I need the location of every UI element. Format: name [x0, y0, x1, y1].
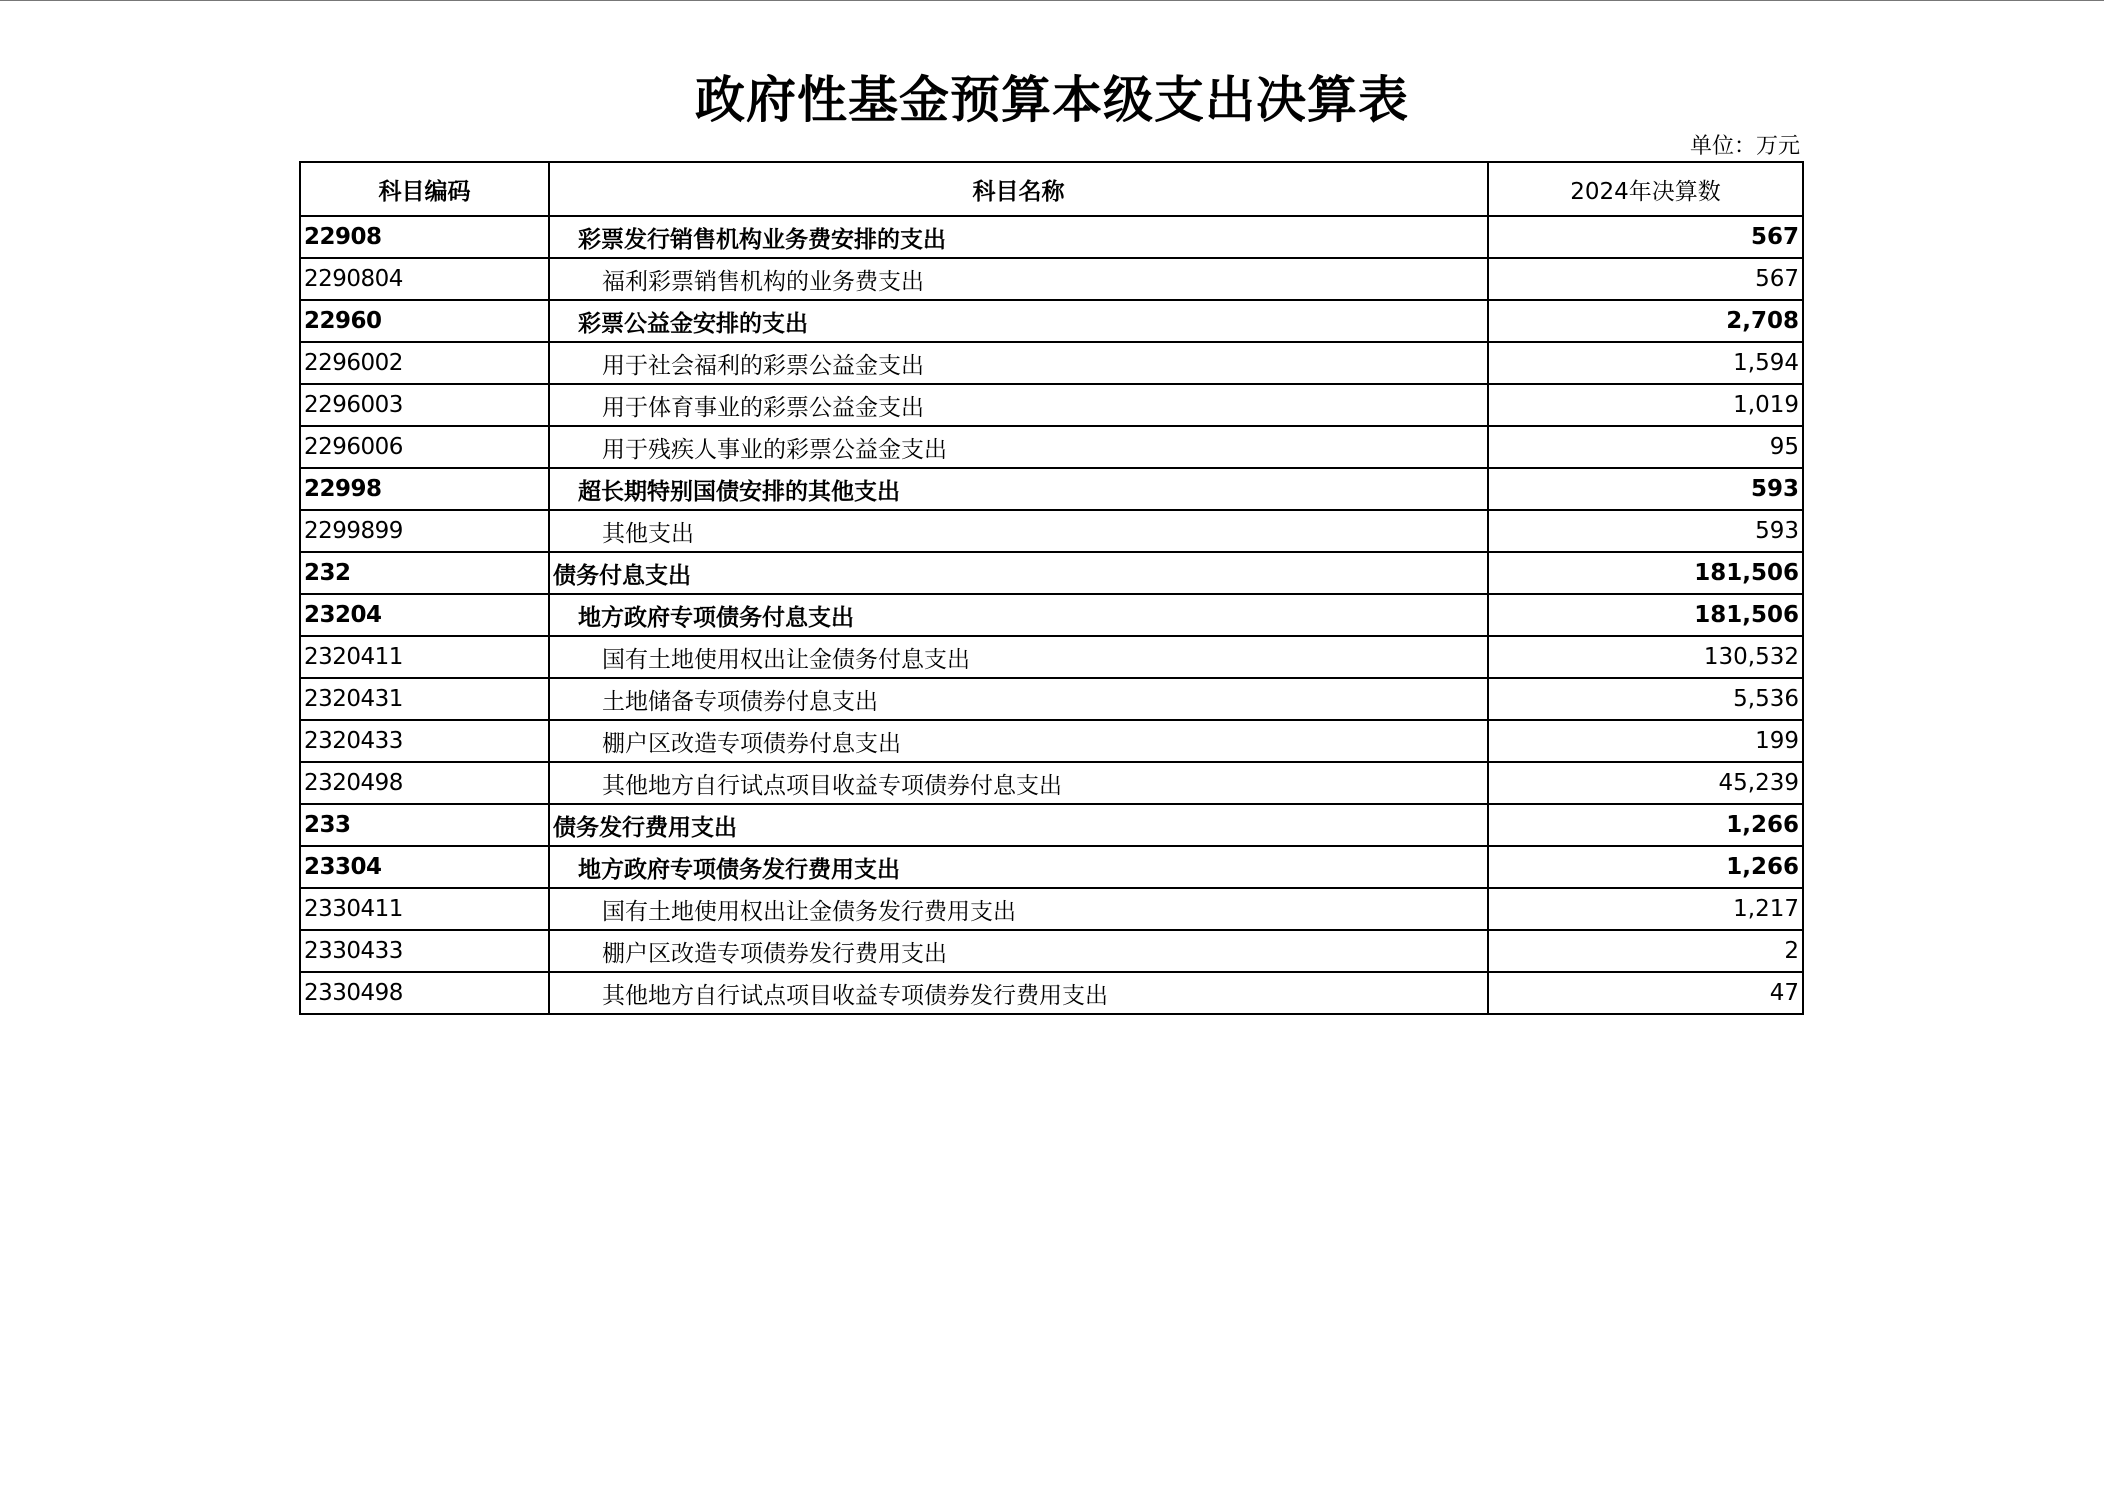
page-title: 政府性基金预算本级支出决算表: [695, 71, 1409, 129]
table-row: [300, 678, 1803, 720]
row-code: 2299899: [300, 510, 549, 552]
row-code: 2320411: [300, 636, 549, 678]
row-amount: 130,532: [1488, 636, 1803, 678]
row-amount: 1,217: [1488, 888, 1803, 930]
row-amount: 567: [1488, 258, 1803, 300]
table-row: [300, 594, 1803, 636]
row-name: 国有土地使用权出让金债务发行费用支出: [549, 888, 1488, 930]
row-name: 其他地方自行试点项目收益专项债券付息支出: [549, 762, 1488, 804]
row-code: 2330433: [300, 930, 549, 972]
table-row: [300, 300, 1803, 342]
row-code: 22998: [300, 468, 549, 510]
table-row: [300, 888, 1803, 930]
row-amount: 199: [1488, 720, 1803, 762]
row-name: 其他地方自行试点项目收益专项债券发行费用支出: [549, 972, 1488, 1014]
row-amount: 181,506: [1488, 594, 1803, 636]
header-row: [300, 162, 1803, 216]
table-row: [300, 510, 1803, 552]
table-row: [300, 342, 1803, 384]
table-row: [300, 636, 1803, 678]
header-amount: 2024年决算数: [1488, 162, 1803, 216]
row-code: 233: [300, 804, 549, 846]
row-amount: 1,266: [1488, 804, 1803, 846]
row-code: 2296006: [300, 426, 549, 468]
header-code: 科目编码: [300, 162, 549, 216]
row-amount: 2,708: [1488, 300, 1803, 342]
table-row: [300, 216, 1803, 258]
row-name: 棚户区改造专项债券付息支出: [549, 720, 1488, 762]
row-code: 23304: [300, 846, 549, 888]
table-row: [300, 930, 1803, 972]
table-row: [300, 846, 1803, 888]
row-code: 22960: [300, 300, 549, 342]
row-amount: 1,019: [1488, 384, 1803, 426]
row-code: 2330411: [300, 888, 549, 930]
row-amount: 593: [1488, 468, 1803, 510]
table-row: [300, 258, 1803, 300]
row-amount: 1,594: [1488, 342, 1803, 384]
row-name: 债务发行费用支出: [549, 804, 1488, 846]
row-amount: 1,266: [1488, 846, 1803, 888]
row-code: 2296003: [300, 384, 549, 426]
row-code: 2320431: [300, 678, 549, 720]
row-amount: 5,536: [1488, 678, 1803, 720]
row-name: 用于体育事业的彩票公益金支出: [549, 384, 1488, 426]
row-amount: 47: [1488, 972, 1803, 1014]
row-amount: 45,239: [1488, 762, 1803, 804]
table-row: [300, 972, 1803, 1014]
row-name: 福利彩票销售机构的业务费支出: [549, 258, 1488, 300]
table-row: [300, 762, 1803, 804]
row-name: 国有土地使用权出让金债务付息支出: [549, 636, 1488, 678]
row-code: 2296002: [300, 342, 549, 384]
row-name: 地方政府专项债务发行费用支出: [549, 846, 1488, 888]
row-name: 债务付息支出: [549, 552, 1488, 594]
row-code: 23204: [300, 594, 549, 636]
row-name: 用于残疾人事业的彩票公益金支出: [549, 426, 1488, 468]
row-name: 超长期特别国债安排的其他支出: [549, 468, 1488, 510]
row-amount: 181,506: [1488, 552, 1803, 594]
table-row: [300, 552, 1803, 594]
row-code: 232: [300, 552, 549, 594]
row-code: 2330498: [300, 972, 549, 1014]
header-name: 科目名称: [549, 162, 1488, 216]
row-name: 其他支出: [549, 510, 1488, 552]
row-code: 2320433: [300, 720, 549, 762]
row-amount: 567: [1488, 216, 1803, 258]
table-row: [300, 804, 1803, 846]
table-header: [300, 162, 1803, 216]
table-row: [300, 384, 1803, 426]
row-amount: 593: [1488, 510, 1803, 552]
row-code: 22908: [300, 216, 549, 258]
row-code: 2320498: [300, 762, 549, 804]
row-name: 用于社会福利的彩票公益金支出: [549, 342, 1488, 384]
budget-table: [299, 161, 1804, 1015]
table-row: [300, 468, 1803, 510]
table-body: [300, 216, 1803, 1014]
row-code: 2290804: [300, 258, 549, 300]
table-row: [300, 720, 1803, 762]
row-name: 地方政府专项债务付息支出: [549, 594, 1488, 636]
row-name: 土地储备专项债券付息支出: [549, 678, 1488, 720]
table-row: [300, 426, 1803, 468]
row-amount: 95: [1488, 426, 1803, 468]
row-name: 棚户区改造专项债券发行费用支出: [549, 930, 1488, 972]
row-name: 彩票公益金安排的支出: [549, 300, 1488, 342]
unit-label: 单位：万元: [1689, 134, 1800, 159]
row-amount: 2: [1488, 930, 1803, 972]
row-name: 彩票发行销售机构业务费安排的支出: [549, 216, 1488, 258]
